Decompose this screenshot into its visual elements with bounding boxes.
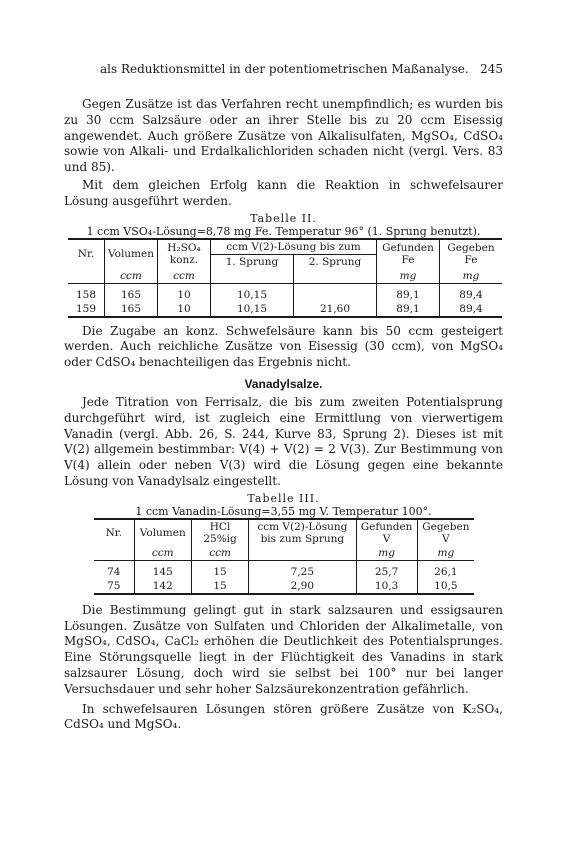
table-2 — [68, 238, 502, 318]
paragraph-6: In schwefelsauren Lösungen stören größere Zusätze von K₂SO₄, CdSO₄ und MgSO₄. — [64, 701, 503, 732]
t2-unit-given: mg — [440, 269, 503, 284]
t2-header-sprung1: 1. Sprung — [211, 254, 294, 269]
t3-cell: 2,90 — [249, 579, 356, 594]
t2-header-group: ccm V(2)-Lösung bis zum — [211, 239, 377, 255]
page-number: 245 — [480, 62, 503, 76]
t3-cell: 10,5 — [417, 579, 474, 594]
t2-cell: 10 — [158, 288, 211, 302]
t2-header-volume: Volumen — [105, 239, 158, 269]
t3-unit-given: mg — [417, 546, 474, 561]
table2-subtitle: 1 ccm VSO₄-Lösung=8,78 mg Fe. Temperatur 96° (1. Sprung benutzt). — [86, 224, 481, 238]
t2-cell: 89,1 — [377, 288, 440, 302]
t3-cell: 75 — [107, 579, 121, 592]
t2-cell: 89,4 — [440, 302, 503, 317]
t3-header-given: Gegeben V — [417, 519, 474, 546]
table-row — [94, 565, 474, 579]
t3-cell: 10,3 — [356, 579, 417, 594]
paragraph-4: Jede Titration von Ferrisalz, die bis zum zweiten Potentialsprung durchgeführt wird, ist zugleich eine Ermittlung von vierwertigem Vanadin (vergl. Abb. 26, S. 244, Kurve 83, Sprung 2). Dieses ist mit V(2) allgemein bestimmbar: V(4) + V(2) = 2 V(3). Zur Bestimmung von V(4) allein oder neben V(3) wird die Lösung gegen eine bekannte Lösung von Vanadylsalz eingestellt. — [64, 394, 503, 488]
paragraph-5: Die Bestimmung gelingt gut in stark salzsauren und essigsauren Lösungen. Zusätze von Sulfaten und Chloriden der Alkalimetalle, von MgSO₄, CdSO₄, CaCl₂ erhöhen die Deutlichkeit des Potentialsprunges. Eine Störungsquelle liegt in der Flüchtigkeit des Vanadins in stark salzsaurer Lösung, doch wird sie selbst bei 100° nur bei langer Versuchsdauer und sehr hoher Salzsäurekonzentration gefährlich. — [64, 602, 503, 696]
t2-cell: 159 — [75, 302, 97, 315]
table-row — [68, 302, 502, 317]
t3-header-found: Gefunden V — [356, 519, 417, 546]
t3-cell: 15 — [191, 565, 248, 579]
t3-unit-found: mg — [356, 546, 417, 561]
t3-cell: 74 — [107, 565, 121, 578]
t3-unit-acid: ccm — [191, 546, 248, 561]
t3-cell: 7,25 — [249, 565, 356, 579]
t3-cell: 142 — [134, 579, 191, 594]
running-head — [64, 62, 503, 76]
t2-cell: 10 — [158, 302, 211, 317]
table3-subtitle: 1 ccm Vanadin-Lösung=3,55 mg V. Temperatur 100°. — [135, 504, 432, 518]
t2-cell: 21,60 — [293, 302, 376, 317]
t2-cell: 165 — [105, 288, 158, 302]
t3-cell: 26,1 — [417, 565, 474, 579]
table-row — [94, 579, 474, 594]
t2-cell: 89,1 — [377, 302, 440, 317]
t2-cell: 10,15 — [211, 302, 294, 317]
paragraph-3: Die Zugabe an konz. Schwefelsäure kann bis 50 ccm gesteigert werden. Auch reichliche Zusätze von Eisessig (30 ccm), von MgSO₄ oder CdSO₄ benachteiligen das Ergebnis nicht. — [64, 323, 503, 370]
table2-title: Tabelle II. — [250, 211, 317, 225]
table3-title: Tabelle III. — [247, 491, 320, 505]
t3-cell: 15 — [191, 579, 248, 594]
t3-cell: 25,7 — [356, 565, 417, 579]
t2-unit-acid: ccm — [158, 269, 211, 284]
section-heading: Vanadylsalze. — [244, 376, 323, 391]
t2-header-given: Gegeben Fe — [440, 239, 503, 269]
t2-header-nr: Nr. — [77, 248, 95, 261]
t3-header-v2: ccm V(2)-Lösung bis zum Sprung — [249, 519, 356, 546]
t2-unit-found: mg — [377, 269, 440, 284]
t2-header-acid: H₂SO₄ konz. — [158, 239, 211, 269]
t2-cell: 10,15 — [211, 288, 294, 302]
table-row — [68, 288, 502, 302]
t2-cell — [293, 288, 376, 302]
t2-header-found: Gefunden Fe — [377, 239, 440, 269]
running-title: als Reduktionsmittel in der potentiometrischen Maßanalyse. — [100, 62, 469, 76]
t2-cell: 89,4 — [440, 288, 503, 302]
table-3 — [94, 518, 474, 595]
paragraph-1: Gegen Zusätze ist das Verfahren recht unempfindlich; es wurden bis zu 30 ccm Salzsäure oder an ihrer Stelle bis zu 20 ccm Eisessig angewendet. Auch größere Zusätze von Alkalisulfaten, MgSO₄, CdSO₄ sowie von Alkali- und Erdalkalichloriden schaden nicht (vergl. Vers. 83 und 85). — [64, 97, 503, 175]
t3-header-nr: Nr. — [105, 526, 122, 539]
t3-header-acid: HCl 25%ig — [191, 519, 248, 546]
t2-cell: 165 — [105, 302, 158, 317]
t2-cell: 158 — [75, 288, 97, 301]
t2-unit-volume: ccm — [105, 269, 158, 284]
t3-header-volume: Volumen — [134, 519, 191, 546]
t3-unit-volume: ccm — [134, 546, 191, 561]
t2-header-sprung2: 2. Sprung — [293, 254, 376, 269]
paragraph-2: Mit dem gleichen Erfolg kann die Reaktion in schwefelsaurer Lösung ausgeführt werden. — [64, 177, 503, 208]
t3-cell: 145 — [134, 565, 191, 579]
